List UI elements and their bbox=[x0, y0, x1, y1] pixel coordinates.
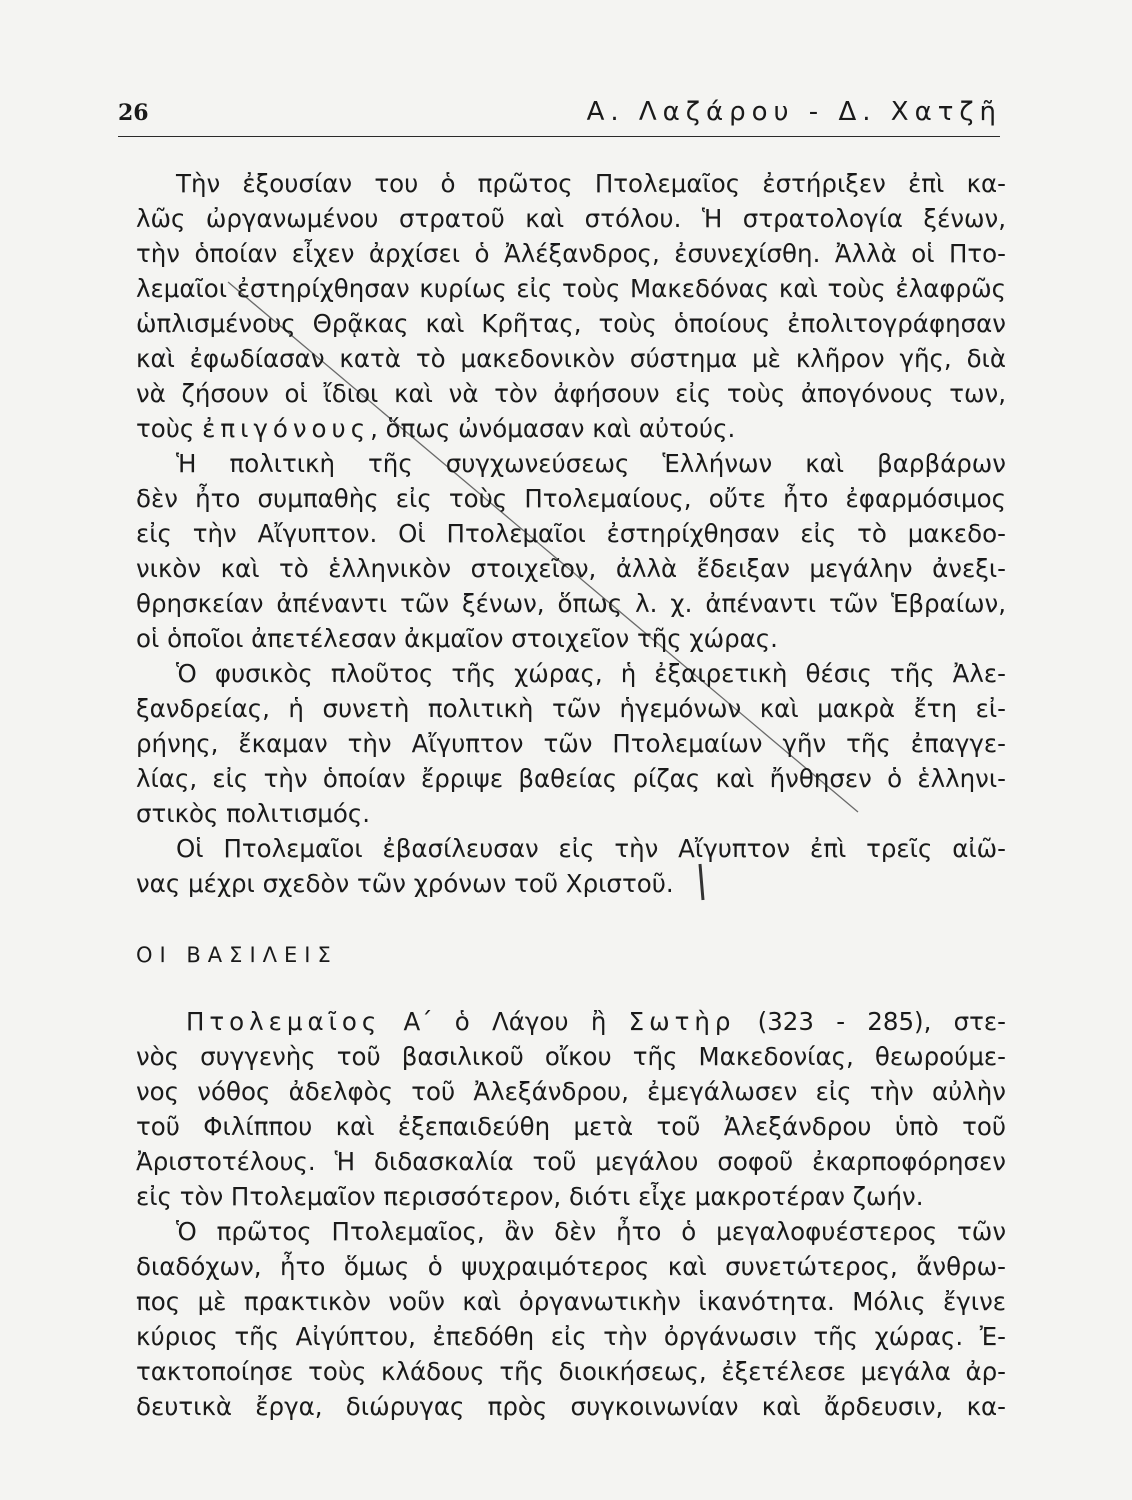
text-line: Ἀριστοτέλους. Ἡ διδασκαλία τοῦ μεγάλου σοφοῦ ἐκαρποφόρησεν bbox=[136, 1147, 1006, 1176]
text-line bbox=[186, 1007, 1006, 1036]
spaced-term: Πτολεμαῖος bbox=[186, 1007, 382, 1036]
text-line: στικὸς πολιτισμός. bbox=[136, 799, 371, 828]
text-line: εἰς τὴν Αἴγυπτον. Οἱ Πτολεμαῖοι ἐστηρίχθησαν εἰς τὸ μακεδο- bbox=[136, 519, 1006, 548]
text-line: νικὸν καὶ τὸ ἑλληνικὸν στοιχεῖον, ἀλλὰ ἔδειξαν μεγάλην ἀνεξι- bbox=[136, 554, 1006, 583]
text-line: ρήνης, ἔκαμαν τὴν Αἴγυπτον τῶν Πτολεμαίων γῆν τῆς ἐπαγγε- bbox=[136, 729, 1006, 758]
text-line: τὴν ὁποίαν εἶχεν ἀρχίσει ὁ Ἀλέξανδρος, ἐσυνεχίσθη. Ἀλλὰ οἱ Πτο- bbox=[136, 239, 1006, 268]
text-line: νος νόθος ἀδελφὸς τοῦ Ἀλεξάνδρου, ἐμεγάλωσεν εἰς τὴν αὐλὴν bbox=[136, 1077, 1006, 1106]
running-head: Α. Λαζάρου - Δ. Χατζῆ bbox=[586, 97, 1002, 127]
text-line: ξανδρείας, ἡ συνετὴ πολιτικὴ τῶν ἡγεμόνων καὶ μακρὰ ἔτη εἰ- bbox=[136, 694, 1006, 723]
text-line: διαδόχων, ἦτο ὅμως ὁ ψυχραιμότερος καὶ συνετώτερος, ἄνθρω- bbox=[136, 1252, 1006, 1281]
text-line: Ἡ πολιτικὴ τῆς συγχωνεύσεως Ἑλλήνων καὶ βαρβάρων bbox=[176, 449, 1006, 478]
text-line: νας μέχρι σχεδὸν τῶν χρόνων τοῦ Χριστοῦ. bbox=[136, 869, 674, 898]
spaced-term: Σωτὴρ bbox=[628, 1007, 736, 1036]
text-line: τακτοποίησε τοὺς κλάδους τῆς διοικήσεως, ἐξετέλεσε μεγάλα ἀρ- bbox=[136, 1357, 1006, 1386]
text-line: δὲν ἦτο συμπαθὴς εἰς τοὺς Πτολεμαίους, οὔτε ἦτο ἐφαρμόσιμος bbox=[136, 484, 1006, 513]
text-line: πος μὲ πρακτικὸν νοῦν καὶ ὀργανωτικὴν ἱκανότητα. Μόλις ἔγινε bbox=[136, 1287, 1006, 1316]
text-line: λίας, εἰς τὴν ὁποίαν ἔρριψε βαθείας ρίζας καὶ ἤνθησεν ὁ ἑλληνι- bbox=[136, 764, 1006, 793]
text-line: δευτικὰ ἔργα, διώρυγας πρὸς συγκοινωνίαν καὶ ἄρδευσιν, κα- bbox=[136, 1392, 1006, 1421]
section-heading: ΟΙ ΒΑΣΙΛΕΙΣ bbox=[136, 943, 338, 967]
text-line bbox=[136, 414, 1006, 443]
text-line: Οἱ Πτολεμαῖοι ἐβασίλευσαν εἰς τὴν Αἴγυπτον ἐπὶ τρεῖς αἰῶ- bbox=[176, 834, 1006, 863]
text-line: ὡπλισμένους Θρᾷκας καὶ Κρῆτας, τοὺς ὁποίους ἐπολιτογράφησαν bbox=[136, 309, 1006, 338]
text-line: νὰ ζήσουν οἱ ἴδιοι καὶ νὰ τὸν ἀφήσουν εἰς τοὺς ἀπογόνους των, bbox=[136, 379, 1006, 408]
text-line: Ὁ πρῶτος Πτολεμαῖος, ἂν δὲν ἦτο ὁ μεγαλοφυέστερος τῶν bbox=[176, 1217, 1006, 1246]
text-fragment: (323 - 285), στε- bbox=[735, 1007, 1006, 1036]
text-line: κύριος τῆς Αἰγύπτου, ἐπεδόθη εἰς τὴν ὀργάνωσιν τῆς χώρας. Ἐ- bbox=[136, 1322, 1006, 1351]
text-fragment: Α΄ ὁ Λάγου ἢ bbox=[381, 1007, 629, 1036]
text-line: καὶ ἐφωδίασαν κατὰ τὸ μακεδονικὸν σύστημα μὲ κλῆρον γῆς, διὰ bbox=[136, 344, 1006, 373]
spaced-term: ἐπιγόνους bbox=[202, 414, 371, 443]
text-line: λῶς ὠργανωμένου στρατοῦ καὶ στόλου. Ἡ στρατολογία ξένων, bbox=[136, 204, 1006, 233]
text-line: θρησκείαν ἀπέναντι τῶν ξένων, ὅπως λ. χ. ἀπέναντι τῶν Ἑβραίων, bbox=[136, 589, 1006, 618]
text-line: εἰς τὸν Πτολεμαῖον περισσότερον, διότι εἶχε μακροτέραν ζωήν. bbox=[136, 1182, 924, 1211]
text-line: οἱ ὁποῖοι ἀπετέλεσαν ἀκμαῖον στοιχεῖον τῆς χώρας. bbox=[136, 624, 778, 653]
text-line: τοῦ Φιλίππου καὶ ἐξεπαιδεύθη μετὰ τοῦ Ἀλεξάνδρου ὑπὸ τοῦ bbox=[136, 1112, 1006, 1141]
header-rule bbox=[118, 136, 1000, 137]
text-line: λεμαῖοι ἐστηρίχθησαν κυρίως εἰς τοὺς Μακεδόνας καὶ τοὺς ἐλαφρῶς bbox=[136, 274, 1006, 303]
page-number: 26 bbox=[118, 100, 149, 126]
text-fragment: τοὺς bbox=[136, 414, 203, 443]
text-line: Ὁ φυσικὸς πλοῦτος τῆς χώρας, ἡ ἐξαιρετικὴ θέσις τῆς Ἀλε- bbox=[176, 659, 1006, 688]
text-fragment: , ὅπως ὠνόμασαν καὶ αὐτούς. bbox=[370, 414, 736, 443]
text-line: νὸς συγγενὴς τοῦ βασιλικοῦ οἴκου τῆς Μακεδονίας, θεωρούμε- bbox=[136, 1042, 1006, 1071]
text-line: Τὴν ἐξουσίαν του ὁ πρῶτος Πτολεμαῖος ἐστήριξεν ἐπὶ κα- bbox=[176, 169, 1006, 198]
